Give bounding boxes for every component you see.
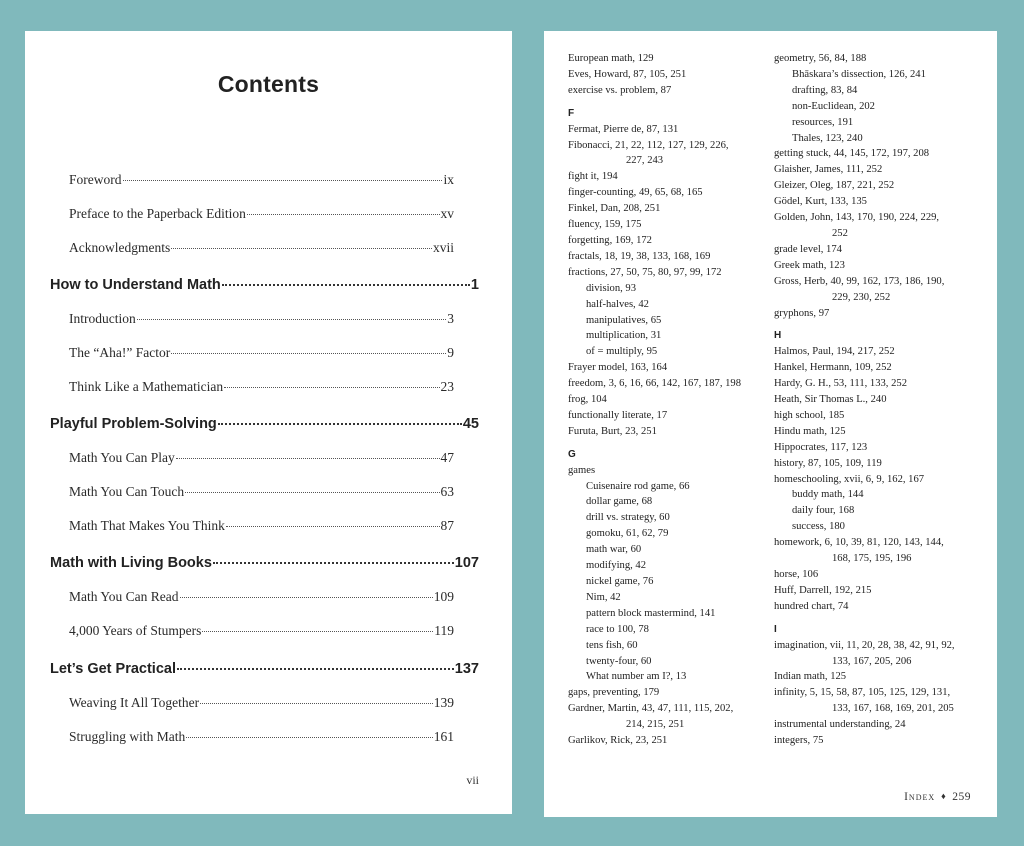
toc-entry-page: 47 xyxy=(440,450,454,465)
index-entry: Gross, Herb, 40, 99, 162, 173, 186, 190, xyxy=(774,275,945,287)
index-letter-heading: G xyxy=(568,448,576,460)
index-entry-continuation: 227, 243 xyxy=(626,155,664,167)
index-subentry: modifying, 42 xyxy=(586,560,647,572)
dot-leader xyxy=(177,668,454,670)
index-entry: Garlikov, Rick, 23, 251 xyxy=(568,735,668,747)
index-entry: Greek math, 123 xyxy=(774,259,845,271)
index-entry: forgetting, 169, 172 xyxy=(568,234,652,246)
index-entry: getting stuck, 44, 145, 172, 197, 208 xyxy=(774,148,930,160)
index-entry: high school, 185 xyxy=(774,409,845,421)
toc-entry-title: Think Like a Mathematician xyxy=(69,379,224,394)
toc-part-entry xyxy=(50,555,479,571)
index-entry: geometry, 56, 84, 188 xyxy=(774,53,867,64)
toc-entry-title: The “Aha!” Factor xyxy=(69,345,171,360)
index-entry: Hardy, G. H., 53, 111, 133, 252 xyxy=(774,378,907,390)
footer-section-label: Index xyxy=(904,791,936,803)
index-entry: finger-counting, 49, 65, 68, 165 xyxy=(568,187,703,199)
toc-entry xyxy=(69,345,454,361)
diamond-ornament-icon: ♦ xyxy=(941,791,947,801)
index-entry: homeschooling, xvii, 6, 9, 162, 167 xyxy=(774,473,925,485)
index-entry: Gödel, Kurt, 133, 135 xyxy=(774,196,867,208)
index-entry: Huff, Darrell, 192, 215 xyxy=(774,584,872,596)
toc-entry xyxy=(69,695,454,711)
toc-entry xyxy=(69,240,454,256)
toc-entry-title: Math You Can Play xyxy=(69,450,175,465)
index-subentry: half-halves, 42 xyxy=(586,298,649,310)
toc-part-entry xyxy=(50,277,479,293)
index-subentry: nickel game, 76 xyxy=(586,576,654,587)
page-number: 259 xyxy=(952,791,971,803)
index-entry: horse, 106 xyxy=(774,569,819,580)
page-number: vii xyxy=(466,773,479,787)
index-entry: fractals, 18, 19, 38, 133, 168, 169 xyxy=(568,250,711,262)
toc-entry xyxy=(69,379,454,395)
toc-entry-page: xv xyxy=(440,206,454,221)
index-entry: Hankel, Hermann, 109, 252 xyxy=(774,362,892,374)
index-entry: Frayer model, 163, 164 xyxy=(568,362,668,374)
toc-entry xyxy=(69,589,454,605)
index-entry: Hippocrates, 117, 123 xyxy=(774,441,868,453)
index-subentry: buddy math, 144 xyxy=(792,489,864,501)
section-spacer xyxy=(774,615,989,622)
toc-entry-page: 63 xyxy=(440,484,454,499)
index-subentry: drafting, 83, 84 xyxy=(792,84,858,96)
index-page xyxy=(544,31,997,817)
toc-part-entry xyxy=(50,661,479,677)
index-entry: Golden, John, 143, 170, 190, 224, 229, xyxy=(774,212,940,224)
toc-entry xyxy=(69,484,454,500)
dot-leader xyxy=(202,631,433,632)
index-column-2 xyxy=(774,51,989,749)
index-entry-continuation: 168, 175, 195, 196 xyxy=(832,553,912,565)
toc-entry-page: ix xyxy=(443,172,454,187)
index-entry: exercise vs. problem, 87 xyxy=(568,84,672,96)
index-entry: homework, 6, 10, 39, 81, 120, 143, 144, xyxy=(774,537,944,549)
index-entry: Heath, Sir Thomas L., 240 xyxy=(774,394,887,406)
index-entry-continuation: 133, 167, 168, 169, 201, 205 xyxy=(832,703,954,715)
index-entry-continuation: 229, 230, 252 xyxy=(832,291,891,303)
index-entry-continuation: 252 xyxy=(832,227,848,239)
index-entry: Eves, Howard, 87, 105, 251 xyxy=(568,68,687,80)
toc-entry-page: 119 xyxy=(434,623,454,638)
index-subentry: dollar game, 68 xyxy=(586,496,653,508)
index-entry: infinity, 5, 15, 58, 87, 105, 125, 129, 131, xyxy=(774,687,951,699)
index-subentry: resources, 191 xyxy=(792,116,854,128)
toc-entry xyxy=(69,206,454,222)
index-subentry: success, 180 xyxy=(792,521,845,533)
index-subentry: drill vs. strategy, 60 xyxy=(586,512,670,524)
index-subentry: pattern block mastermind, 141 xyxy=(586,607,716,619)
contents-page xyxy=(25,31,512,814)
index-subentry: division, 93 xyxy=(586,282,637,294)
toc-entry xyxy=(69,518,454,534)
toc-entry-title: Preface to the Paperback Edition xyxy=(69,206,246,221)
dot-leader xyxy=(213,562,454,564)
index-entry: functionally literate, 17 xyxy=(568,409,668,421)
index-entry: integers, 75 xyxy=(774,735,824,747)
toc-entry-title: Struggling with Math xyxy=(69,729,186,744)
toc-entry-page: 161 xyxy=(433,729,454,744)
index-entry-continuation: 133, 167, 205, 206 xyxy=(832,655,912,667)
toc-entry-page: 1 xyxy=(470,277,479,293)
dot-leader xyxy=(180,597,433,598)
toc-entry xyxy=(69,311,454,327)
dot-leader xyxy=(186,737,432,738)
index-entry: fight it, 194 xyxy=(568,171,618,183)
index-entry: imagination, vii, 11, 20, 28, 38, 42, 91, 92, xyxy=(774,639,955,651)
index-entry: Furuta, Burt, 23, 251 xyxy=(568,425,657,437)
dot-leader xyxy=(224,387,439,388)
running-footer xyxy=(904,791,971,803)
toc-entry-title: Introduction xyxy=(69,311,136,326)
toc-entry-page: 45 xyxy=(462,416,479,432)
section-spacer xyxy=(568,99,773,106)
dot-leader xyxy=(171,248,432,249)
index-column-1 xyxy=(568,51,773,749)
toc-entry-title: Let’s Get Practical xyxy=(50,661,176,677)
toc-entry-title: Math You Can Read xyxy=(69,589,179,604)
index-subentry: daily four, 168 xyxy=(792,505,855,517)
index-entry: Finkel, Dan, 208, 251 xyxy=(568,203,661,215)
index-entry: European math, 129 xyxy=(568,53,654,64)
toc-entry-title: How to Understand Math xyxy=(50,277,221,293)
toc-entry xyxy=(69,172,454,188)
toc-entry-page: 23 xyxy=(440,379,454,394)
index-entry: Glaisher, James, 111, 252 xyxy=(774,164,883,176)
toc-entry-page: 139 xyxy=(433,695,454,710)
index-entry: Fibonacci, 21, 22, 112, 127, 129, 226, xyxy=(568,139,729,151)
index-entry: freedom, 3, 6, 16, 66, 142, 167, 187, 198 xyxy=(568,378,742,390)
section-spacer xyxy=(774,321,989,328)
dot-leader xyxy=(222,284,470,286)
toc-entry-page: 9 xyxy=(447,345,454,360)
index-entry: grade level, 174 xyxy=(774,243,842,255)
toc-entry-title: Math That Makes You Think xyxy=(69,518,225,533)
toc-entry xyxy=(69,729,454,745)
index-subentry: Cuisenaire rod game, 66 xyxy=(586,480,690,492)
toc-entry xyxy=(69,623,454,639)
toc-entry-page: 137 xyxy=(454,661,479,677)
dot-leader xyxy=(176,458,440,459)
index-entry: instrumental understanding, 24 xyxy=(774,719,906,731)
section-spacer xyxy=(568,440,773,447)
index-entry: games xyxy=(568,464,596,476)
index-subentry: tens fish, 60 xyxy=(586,639,638,651)
toc-entry-title: Math with Living Books xyxy=(50,555,212,571)
dot-leader xyxy=(247,214,440,215)
index-subentry: What number am I?, 13 xyxy=(586,671,687,683)
toc-entry-page: 87 xyxy=(440,518,454,533)
toc-entry-title: Acknowledgments xyxy=(69,240,171,255)
dot-leader xyxy=(123,180,443,181)
page-title: Contents xyxy=(217,71,320,97)
toc-entry-title: Foreword xyxy=(69,172,122,187)
index-subentry: manipulatives, 65 xyxy=(586,314,662,326)
index-entry: fluency, 159, 175 xyxy=(568,219,642,231)
index-entry: Gleizer, Oleg, 187, 221, 252 xyxy=(774,180,895,192)
index-subentry: math war, 60 xyxy=(586,544,642,556)
dot-leader xyxy=(137,319,447,320)
toc-part-entry xyxy=(50,416,479,432)
index-subentry: Thales, 123, 240 xyxy=(792,132,863,144)
index-entry: history, 87, 105, 109, 119 xyxy=(774,457,882,469)
dot-leader xyxy=(185,492,439,493)
index-entry-continuation: 214, 215, 251 xyxy=(626,719,685,731)
toc-entry-title: Playful Problem-Solving xyxy=(50,416,217,432)
index-subentry: twenty-four, 60 xyxy=(586,655,652,667)
index-entry: Gardner, Martin, 43, 47, 111, 115, 202, xyxy=(568,703,734,715)
toc-entry-title: 4,000 Years of Stumpers xyxy=(69,623,202,638)
index-entry: frog, 104 xyxy=(568,394,607,406)
index-subentry: Bhāskara’s dissection, 126, 241 xyxy=(792,68,926,80)
toc-entry xyxy=(69,450,454,466)
dot-leader xyxy=(226,526,440,527)
index-subentry: non-Euclidean, 202 xyxy=(792,100,875,112)
index-subentry: gomoku, 61, 62, 79 xyxy=(586,528,669,540)
index-entry: Halmos, Paul, 194, 217, 252 xyxy=(774,346,895,358)
index-subentry: race to 100, 78 xyxy=(586,623,649,635)
toc-entry-page: xvii xyxy=(432,240,454,255)
index-entry: Hindu math, 125 xyxy=(774,425,846,437)
dot-leader xyxy=(171,353,446,354)
index-subentry: Nim, 42 xyxy=(586,591,621,603)
index-subentry: of = multiply, 95 xyxy=(586,346,658,358)
index-entry: hundred chart, 74 xyxy=(774,600,849,612)
index-entry: fractions, 27, 50, 75, 80, 97, 99, 172 xyxy=(568,266,722,278)
toc-entry-title: Math You Can Touch xyxy=(69,484,185,499)
dot-leader xyxy=(200,703,433,704)
index-entry: Fermat, Pierre de, 87, 131 xyxy=(568,123,679,135)
index-letter-heading: I xyxy=(774,623,777,635)
dot-leader xyxy=(218,423,462,425)
index-letter-heading: F xyxy=(568,107,575,119)
index-letter-heading: H xyxy=(774,330,782,342)
index-subentry: multiplication, 31 xyxy=(586,330,662,342)
index-entry: Indian math, 125 xyxy=(774,671,847,683)
toc-entry-page: 109 xyxy=(433,589,454,604)
index-entry: gaps, preventing, 179 xyxy=(568,687,660,699)
toc-entry-page: 3 xyxy=(447,311,454,326)
toc-entry-title: Weaving It All Together xyxy=(69,695,200,710)
index-entry: gryphons, 97 xyxy=(774,307,830,319)
toc-entry-page: 107 xyxy=(454,555,479,571)
